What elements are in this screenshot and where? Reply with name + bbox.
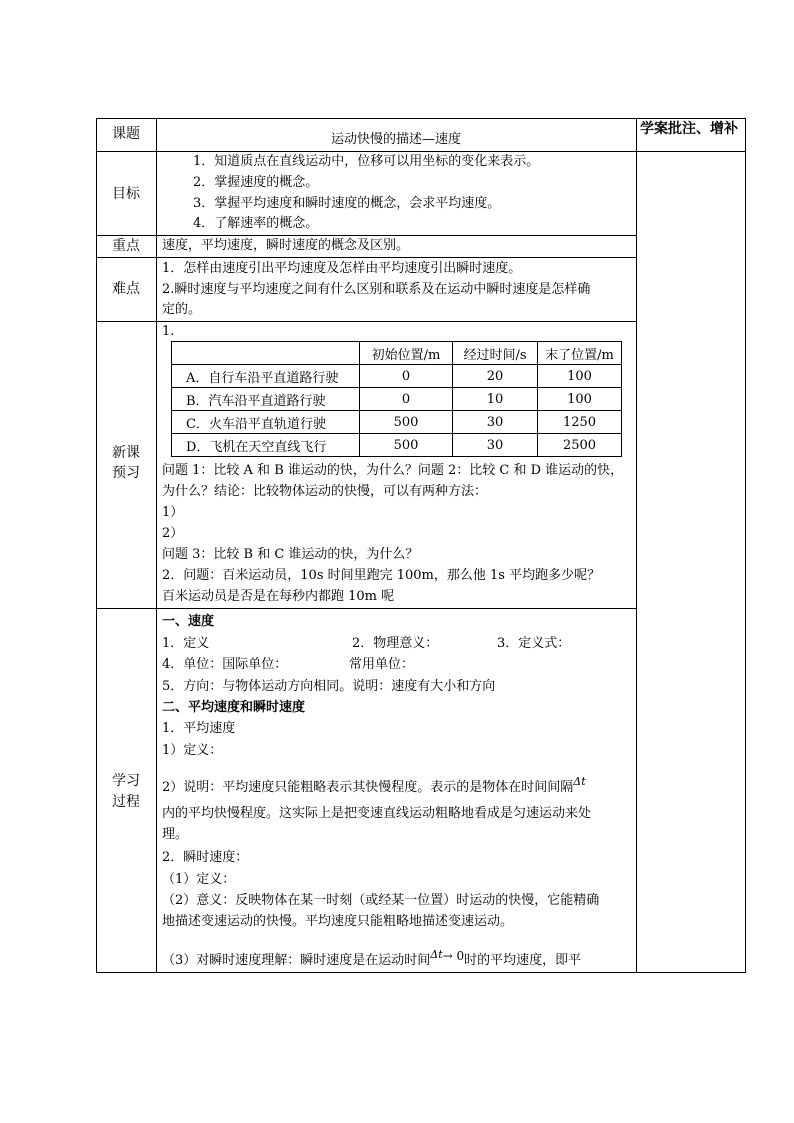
table-cell: 100 bbox=[538, 365, 622, 388]
average-speed-definition: 1）定义： bbox=[162, 743, 223, 758]
table-cell: 1250 bbox=[538, 411, 622, 434]
table-cell: 500 bbox=[360, 411, 453, 434]
formula-label: 3．定义式： bbox=[497, 636, 571, 651]
instant-speed-title: 2．瞬时速度： bbox=[162, 850, 249, 865]
table-cell: 0 bbox=[360, 388, 453, 411]
preview-line: 问题 1：比较 A 和 B 谁运动的快，为什么？问题 2：比较 C 和 D 谁运动的快， bbox=[162, 463, 624, 478]
tends-to-zero-symbol: → 0 bbox=[442, 949, 465, 963]
section-title-average-instant: 二、平均速度和瞬时速度 bbox=[162, 700, 306, 715]
instant-speed-meaning-line1: （2）意义：反映物体在某一时刻（或经某一位置）时运动的快慢，它能精确 bbox=[162, 893, 600, 908]
average-speed-note-line1 bbox=[162, 772, 586, 798]
key-points-text: 速度，平均速度，瞬时速度的概念及区别。 bbox=[162, 238, 410, 253]
row-divider-key-points bbox=[96, 257, 636, 258]
instant-speed-understanding bbox=[162, 945, 581, 971]
preview-line: 为什么？结论：比较物体运动的快慢，可以有两种方法： bbox=[162, 484, 488, 499]
table-cell: B．汽车沿平直道路行驶 bbox=[172, 388, 360, 411]
table-cell: 30 bbox=[453, 411, 538, 434]
delta-t-symbol: Δt bbox=[430, 948, 443, 961]
process-label-line1: 学习 bbox=[112, 773, 140, 789]
table-cell: D．飞机在天空直线飞行 bbox=[172, 434, 360, 457]
direction-line: 5．方向：与物体运动方向相同。说明：速度有大小和方向 bbox=[162, 679, 496, 694]
preview-line: 2） bbox=[162, 526, 184, 541]
table-cell: 10 bbox=[453, 388, 538, 411]
preview-label-line1: 新课 bbox=[112, 445, 140, 461]
preview-line: 1） bbox=[162, 505, 184, 520]
table-cell: 2500 bbox=[538, 434, 622, 457]
common-unit-label: 常用单位： bbox=[349, 657, 415, 672]
average-speed-title: 1．平均速度 bbox=[162, 721, 236, 736]
annotation-column-header: 学案批注、增补 bbox=[640, 121, 738, 137]
table-cell: A．自行车沿平直道路行驶 bbox=[172, 365, 360, 388]
definition-label: 1．定义 bbox=[162, 636, 210, 651]
average-speed-note-text: 2）说明：平均速度只能粗略表示其快慢程度。表示的是物体在时间间隔 bbox=[162, 780, 574, 795]
table-row bbox=[172, 388, 622, 411]
table-header-cell: 经过时间/s bbox=[453, 342, 538, 365]
annotation-header-divider bbox=[636, 151, 746, 152]
preview-line: 2．问题：百米运动员，10s 时间里跑完 100m，那么他 1s 平均跑多少呢？ bbox=[162, 568, 601, 583]
preview-item-number: 1. bbox=[162, 324, 175, 339]
goal-item: 4．了解速率的概念。 bbox=[193, 216, 319, 231]
table-cell: 30 bbox=[453, 434, 538, 457]
table-cell: 0 bbox=[360, 365, 453, 388]
topic-label: 课题 bbox=[112, 126, 140, 142]
table-cell: C．火车沿平直轨道行驶 bbox=[172, 411, 360, 434]
unit-line: 4．单位：国际单位： bbox=[162, 657, 288, 672]
physical-meaning-label: 2．物理意义： bbox=[352, 636, 439, 651]
instant-speed-understanding-tail: 时的平均速度，即平 bbox=[464, 953, 582, 968]
table-row bbox=[172, 434, 622, 457]
table-header-row bbox=[172, 342, 622, 365]
instant-speed-understanding-text: （3）对瞬时速度理解：瞬时速度是在运动时间 bbox=[162, 953, 431, 968]
row-divider-difficulties bbox=[96, 321, 636, 322]
preview-line: 问题 3：比较 B 和 C 谁运动的快，为什么？ bbox=[162, 547, 419, 562]
average-speed-note-line2: 内的平均快慢程度。这实际上是把变速直线运动粗略地看成是匀速运动来处 bbox=[162, 806, 592, 821]
key-points-label: 重点 bbox=[112, 238, 140, 254]
annotation-column-divider bbox=[636, 118, 637, 973]
difficulty-line: 定的。 bbox=[162, 302, 202, 317]
table-row bbox=[172, 365, 622, 388]
instant-speed-meaning-line2: 地描述变速运动的快慢。平均速度只能粗略地描述变速运动。 bbox=[162, 914, 514, 929]
goal-item: 3．掌握平均速度和瞬时速度的概念，会求平均速度。 bbox=[193, 196, 501, 211]
table-cell: 500 bbox=[360, 434, 453, 457]
delta-t-symbol: Δt bbox=[573, 775, 586, 788]
preview-line: 百米运动员是否是在每秒内都跑 10m 呢 bbox=[162, 589, 395, 604]
goal-item: 2．掌握速度的概念。 bbox=[193, 175, 319, 190]
table-cell: 100 bbox=[538, 388, 622, 411]
average-speed-note-line3: 理。 bbox=[162, 827, 189, 842]
difficulty-line: 2.瞬时速度与平均速度之间有什么区别和联系及在运动中瞬时速度是怎样确 bbox=[162, 282, 591, 297]
preview-label-line2: 预习 bbox=[112, 465, 140, 481]
goal-item: 1．知道质点在直线运动中，位移可以用坐标的变化来表示。 bbox=[193, 154, 540, 169]
table-header-cell: 末了位置/m bbox=[538, 342, 622, 365]
motion-comparison-table bbox=[171, 341, 622, 457]
section-title-speed: 一、速度 bbox=[162, 614, 215, 629]
goals-label: 目标 bbox=[112, 186, 140, 202]
table-header-cell bbox=[172, 342, 360, 365]
instant-speed-definition: （1）定义： bbox=[162, 872, 236, 887]
table-header-cell: 初始位置/m bbox=[360, 342, 453, 365]
row-divider-preview bbox=[96, 608, 636, 609]
table-cell: 20 bbox=[453, 365, 538, 388]
difficulty-line: 1．怎样由速度引出平均速度及怎样由平均速度引出瞬时速度。 bbox=[162, 261, 522, 276]
difficulties-label: 难点 bbox=[112, 281, 140, 297]
label-column-divider bbox=[156, 118, 157, 973]
table-row bbox=[172, 411, 622, 434]
lesson-title: 运动快慢的描述—速度 bbox=[330, 132, 461, 147]
process-label-line2: 过程 bbox=[112, 794, 140, 810]
